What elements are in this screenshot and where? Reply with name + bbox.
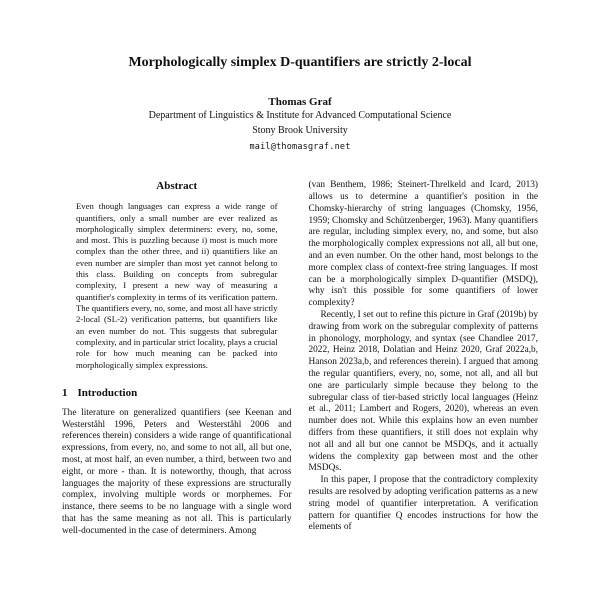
right-column-paragraph-3: In this paper, I propose that the contradictory complexity results are resolved by adopting verification patterns as a new string model of quantifier interpretation. A verification pattern for quantifier Q encodes instructions for how the elements of — [308, 475, 539, 533]
section-1-number: 1 — [62, 386, 68, 399]
abstract-block — [62, 180, 292, 371]
right-column-paragraph-1: (van Benthem, 1986; Steinert-Threlkeld and Icard, 2013) allows us to determine a quantifier's position in the Chomsky-hierarchy of string languages (Chomsky, 1956, 1959; Chomsky and Schützenberger, 1963). Many quantifiers are regular, including simplex every, no, and some, but also the morphologically complex expressions not all, all but one, and an even number. On the other hand, most belongs to the more complex class of context-free string languages. If most can be a morphologically simplex D-quantifier (MSDQ), why isn't this possible for some quantifiers of lower complexity? — [308, 180, 538, 309]
author-affiliation-line-2: Stony Brook University — [252, 124, 348, 136]
abstract-heading: Abstract — [156, 180, 198, 193]
author-affiliation-line-1: Department of Linguistics & Institute for Advanced Computational Science — [148, 110, 452, 122]
intro-paragraph: The literature on generalized quantifiers (see Keenan and Westerståhl 1996, Peters and Westerståhl 2006 and references therein) considers a wide range of quantificational expressions, from every, no, and some to not all, all but one, most, at most half, an even number, a third, between two and eight, or more - than. It is noteworthy, though, that across languages the majority of these expressions are structurally complex, involving multiple words or morphemes. For instance, there seems to be no language with a single word that has the same meaning as not all. This is particularly well-documented in the case of determiners. Among — [62, 407, 292, 536]
right-column — [309, 180, 539, 537]
author-email: mail@thomasgraf.net — [249, 142, 351, 153]
abstract-text: Even though languages can express a wide range of quantifiers, only a small number are ever realized as morphologically simplex determiners: every, no, some, and most. This is puzzling because i) most is much more complex than the other three, and ii) quantifiers like an even number are simpler than most yet cannot belong to this class. Building on concepts from subregular complexity, I present a new way of measuring a quantifier's complexity in terms of its verification pattern. The quantifiers every, no, some, and most all have strictly 2-local (SL-2) verification patterns, but quantifiers like an even number do not. This suggests that subregular complexity, and in particular strict locality, plays a crucial role for how much meaning can be packed into morphologically simplex expressions. — [76, 201, 278, 370]
paper-header — [62, 54, 538, 152]
author-name: Thomas Graf — [268, 96, 332, 109]
section-1-heading — [62, 387, 292, 399]
section-1-title: Introduction — [77, 386, 138, 399]
left-column — [62, 180, 292, 537]
paper-title: Morphologically simplex D-quantifiers are strictly 2-local — [128, 55, 472, 70]
two-column-body — [62, 180, 538, 537]
right-column-paragraph-2: Recently, I set out to refine this picture in Graf (2019b) by drawing from work on the subregular complexity of patterns in phonology, morphology, and syntax (see Chandlee 2017, 2022, Heinz 2018, Dolatian and Heinz 2020, Graf 2022a,b, Hanson 2023a,b, and references therein). I argued that among the regular quantifiers, every, no, some, not all, and all but one are particularly simple because they belong to the subregular class of tier-based strictly local languages (Heinz et al., 2011; Lambert and Rogers, 2020), whereas an even number does not. While this explains how an even number differs from these quantifiers, it still does not explain why not all and all but one cannot be MSDQs, and it actually widens the complexity gap between most and the other MSDQs. — [308, 309, 538, 474]
